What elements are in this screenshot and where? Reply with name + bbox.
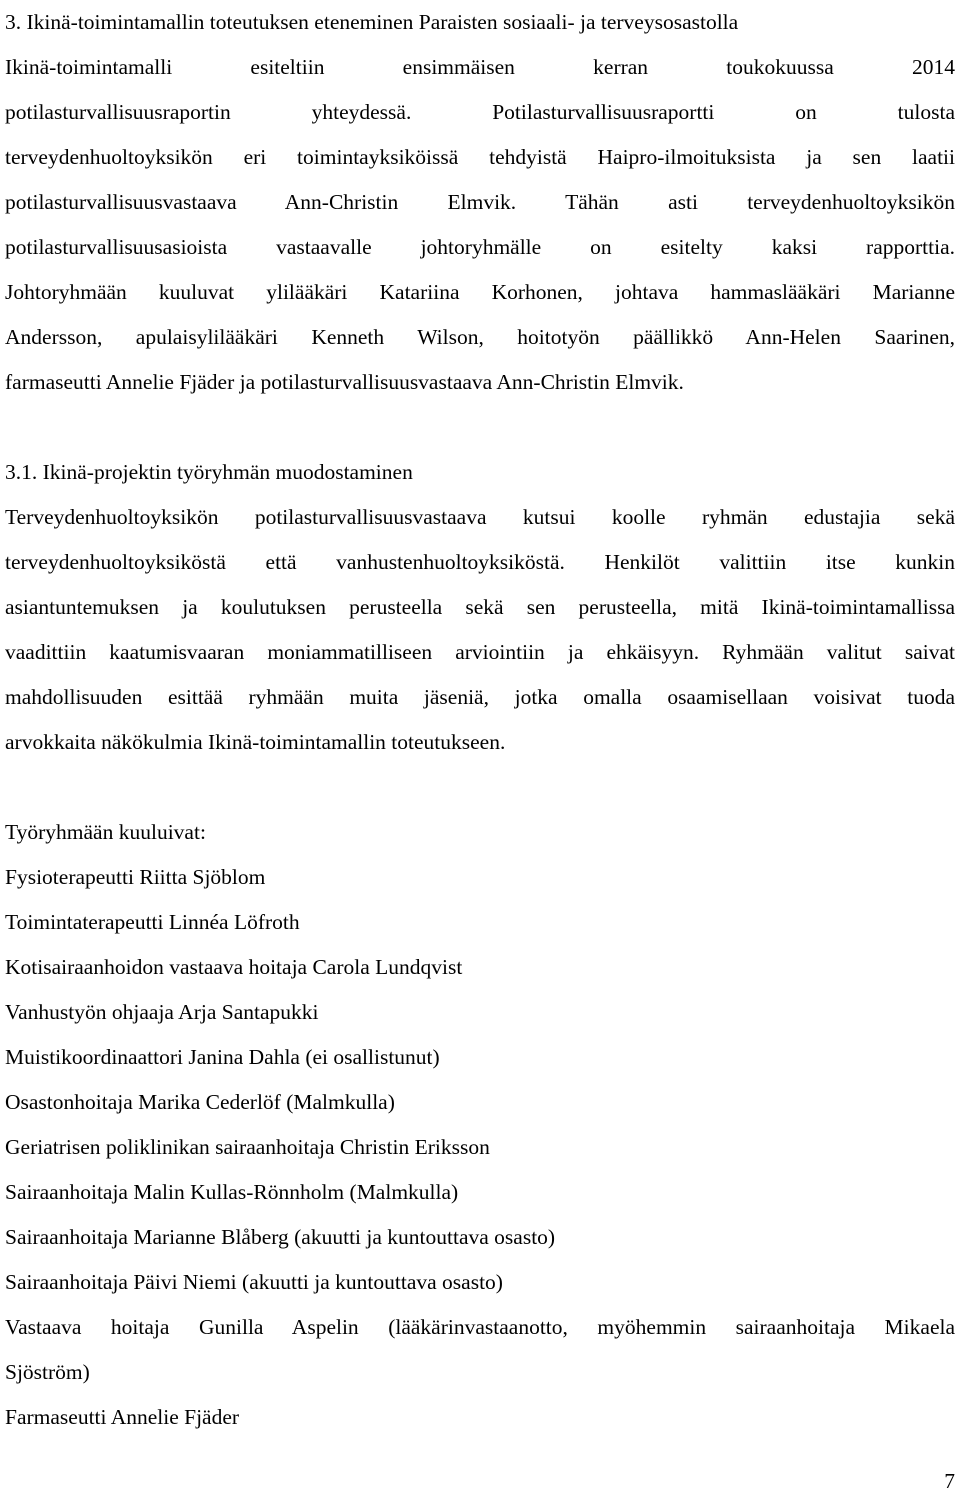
section-3-line-2: potilasturvallisuusraportin yhteydessä. Potilasturvallisuusraportti on tulosta bbox=[5, 100, 955, 124]
section-3-1-line-5: mahdollisuuden esittää ryhmään muita jäseniä, jotka omalla osaamisellaan voisivat tuoda bbox=[5, 685, 955, 709]
member-item: Osastonhoitaja Marika Cederlöf (Malmkulla) bbox=[5, 1090, 395, 1114]
document-page bbox=[5, 0, 955, 1440]
paragraph-spacer bbox=[5, 405, 955, 450]
section-3-1-line-3: asiantuntemuksen ja koulutuksen perusteella sekä sen perusteella, mitä Ikinä-toimintamallissa bbox=[5, 595, 955, 619]
member-item: Kotisairaanhoidon vastaava hoitaja Carola Lundqvist bbox=[5, 955, 463, 979]
section-3-line-7: Andersson, apulaisylilääkäri Kenneth Wilson, hoitotyön päällikkö Ann-Helen Saarinen, bbox=[5, 325, 955, 349]
page-number: 7 bbox=[944, 1469, 955, 1493]
section-3-line-3: terveydenhuoltoyksikön eri toimintayksiköissä tehdyistä Haipro-ilmoituksista ja sen laatii bbox=[5, 145, 955, 169]
section-3-line-1: Ikinä-toimintamalli esiteltiin ensimmäisen kerran toukokuussa 2014 bbox=[5, 55, 955, 79]
section-3-1-line-4: vaadittiin kaatumisvaaran moniammatilliseen arviointiin ja ehkäisyyn. Ryhmään valitut saivat bbox=[5, 640, 955, 664]
member-item: Fysioterapeutti Riitta Sjöblom bbox=[5, 865, 266, 889]
section-3-line-4: potilasturvallisuusvastaava Ann-Christin Elmvik. Tähän asti terveydenhuoltoyksikön bbox=[5, 190, 955, 214]
section-3-line-8: farmaseutti Annelie Fjäder ja potilasturvallisuusvastaava Ann-Christin Elmvik. bbox=[5, 370, 684, 394]
member-item: Farmaseutti Annelie Fjäder bbox=[5, 1405, 240, 1429]
section-3-heading: 3. Ikinä-toimintamallin toteutuksen eteneminen Paraisten sosiaali- ja terveysosastolla bbox=[5, 10, 739, 34]
member-item: Sairaanhoitaja Malin Kullas-Rönnholm (Malmkulla) bbox=[5, 1180, 459, 1204]
members-intro: Työryhmään kuuluivat: bbox=[5, 820, 206, 844]
section-3-1-line-6: arvokkaita näkökulmia Ikinä-toimintamallin toteutukseen. bbox=[5, 730, 506, 754]
section-3-1-heading: 3.1. Ikinä-projektin työryhmän muodostaminen bbox=[5, 460, 413, 484]
member-item: Sairaanhoitaja Marianne Blåberg (akuutti ja kuntouttava osasto) bbox=[5, 1225, 556, 1249]
member-item: Vanhustyön ohjaaja Arja Santapukki bbox=[5, 1000, 319, 1024]
member-item-wrapped-line-2: Sjöström) bbox=[5, 1360, 90, 1384]
member-item: Sairaanhoitaja Päivi Niemi (akuutti ja kuntouttava osasto) bbox=[5, 1270, 503, 1294]
member-item: Muistikoordinaattori Janina Dahla (ei osallistunut) bbox=[5, 1045, 440, 1069]
section-3-1-line-1: Terveydenhuoltoyksikön potilasturvallisuusvastaava kutsui koolle ryhmän edustajia sekä bbox=[5, 505, 955, 529]
member-item: Toimintaterapeutti Linnéa Löfroth bbox=[5, 910, 300, 934]
section-3-1-line-2: terveydenhuoltoyksiköstä että vanhustenhuoltoyksiköstä. Henkilöt valittiin itse kunkin bbox=[5, 550, 955, 574]
section-3-line-5: potilasturvallisuusasioista vastaavalle johtoryhmälle on esitelty kaksi rapporttia. bbox=[5, 235, 955, 259]
member-item-wrapped-line-1: Vastaava hoitaja Gunilla Aspelin (lääkärinvastaanotto, myöhemmin sairaanhoitaja Mikaela bbox=[5, 1315, 955, 1339]
paragraph-spacer bbox=[5, 765, 955, 810]
section-3-line-6: Johtoryhmään kuuluvat ylilääkäri Katariina Korhonen, johtava hammaslääkäri Marianne bbox=[5, 280, 955, 304]
member-item: Geriatrisen poliklinikan sairaanhoitaja Christin Eriksson bbox=[5, 1135, 490, 1159]
